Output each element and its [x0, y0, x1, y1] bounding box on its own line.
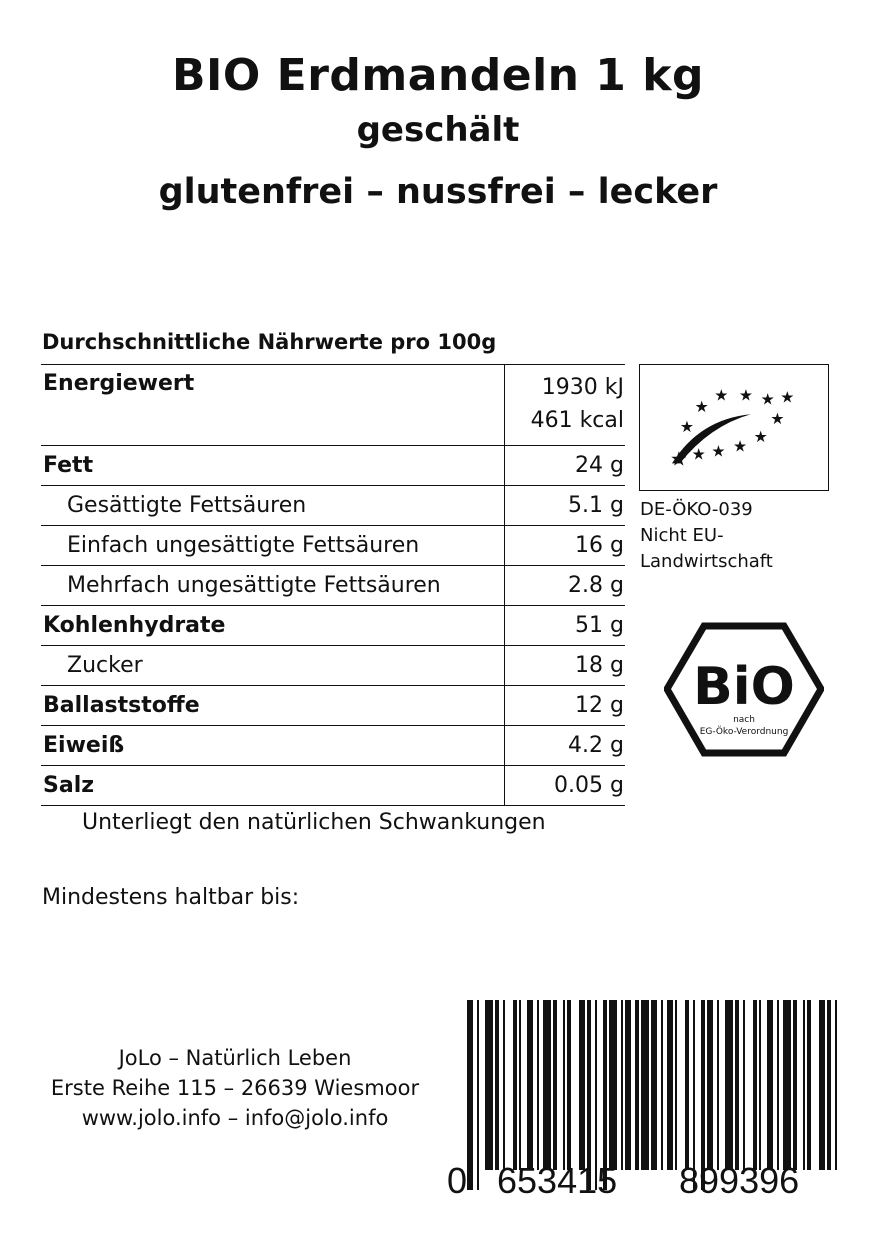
- nutrient-value: 24 g: [575, 453, 624, 478]
- svg-text:★: ★: [780, 387, 795, 407]
- company-name: JoLo – Natürlich Leben: [118, 1046, 352, 1070]
- bio-seal-line-1: nach: [733, 715, 755, 725]
- bio-seal-logo: [664, 622, 824, 757]
- barcode-bar: [563, 1000, 565, 1170]
- origin-line-1: Nicht EU-: [640, 525, 724, 546]
- nutrient-label: Salz: [41, 766, 505, 806]
- barcode-bar: [477, 1000, 479, 1190]
- eu-organic-logo: [639, 364, 829, 491]
- barcode-bar: [567, 1000, 571, 1170]
- svg-text:★: ★: [714, 385, 729, 405]
- barcode-bar: [553, 1000, 557, 1170]
- product-tagline: glutenfrei – nussfrei – lecker: [158, 172, 718, 212]
- energy-kcal: 461 kcal: [530, 408, 624, 433]
- barcode-bar: [777, 1000, 779, 1170]
- barcode-bar: [725, 1000, 733, 1170]
- table-row: [41, 486, 625, 526]
- product-title: BIO Erdmandeln 1 kg: [172, 50, 704, 101]
- nutrient-label: Zucker: [41, 646, 505, 686]
- company-info: [40, 1043, 430, 1133]
- barcode-bar: [667, 1000, 673, 1170]
- nutrient-value: 12 g: [575, 693, 624, 718]
- nutrient-value: 2.8 g: [568, 573, 624, 598]
- eco-code: DE-ÖKO-039: [640, 499, 753, 520]
- barcode-bar: [543, 1000, 551, 1170]
- barcode-bar: [685, 1000, 689, 1170]
- barcode-bar: [735, 1000, 739, 1170]
- barcode-bar: [537, 1000, 539, 1170]
- table-row: [41, 526, 625, 566]
- barcode-bar: [819, 1000, 825, 1170]
- barcode-bar: [485, 1000, 493, 1170]
- barcode-bar: [717, 1000, 719, 1170]
- table-row: [41, 686, 625, 726]
- table-row: [41, 365, 625, 446]
- nutrient-label: Kohlenhydrate: [41, 606, 505, 646]
- barcode-bar: [759, 1000, 761, 1170]
- nutrition-table: [41, 364, 625, 806]
- nutrient-label: Fett: [41, 446, 505, 486]
- nutrient-label: Gesättigte Fettsäuren: [41, 486, 505, 526]
- barcode-bar: [827, 1000, 831, 1170]
- nutrient-value: 51 g: [575, 613, 624, 638]
- nutrient-label: Mehrfach ungesättigte Fettsäuren: [41, 566, 505, 606]
- barcode-bar: [807, 1000, 811, 1170]
- energy-kj: 1930 kJ: [541, 375, 624, 400]
- barcode-digits-right: 899396: [679, 1160, 800, 1201]
- nutrient-label: Ballaststoffe: [41, 686, 505, 726]
- barcode-digits-left: 653415: [497, 1160, 618, 1201]
- barcode-bar: [519, 1000, 521, 1170]
- svg-text:★: ★: [738, 385, 754, 405]
- table-row: [41, 646, 625, 686]
- best-before-label: Mindestens haltbar bis:: [42, 885, 300, 910]
- origin-line-2: Landwirtschaft: [640, 551, 773, 572]
- barcode-bar: [527, 1000, 533, 1170]
- nutrient-value: 16 g: [575, 533, 624, 558]
- barcode-bar: [753, 1000, 757, 1170]
- nutrient-value: 0.05 g: [554, 773, 624, 798]
- nutrient-value: 18 g: [575, 653, 624, 678]
- product-subtitle: geschält: [356, 110, 520, 150]
- barcode-bar: [651, 1000, 657, 1170]
- barcode-bar: [513, 1000, 517, 1170]
- barcode-bar: [609, 1000, 617, 1170]
- barcode-bar: [495, 1000, 499, 1170]
- barcode-bar: [675, 1000, 677, 1170]
- nutrient-label: Einfach ungesättigte Fettsäuren: [41, 526, 505, 566]
- svg-text:★: ★: [679, 416, 694, 436]
- nutrient-label: Energiewert: [41, 365, 505, 446]
- svg-text:★: ★: [733, 436, 748, 456]
- bio-seal-main: BiO: [693, 657, 795, 717]
- nutrient-value: [505, 365, 626, 446]
- nutrition-title: Durchschnittliche Nährwerte pro 100g: [42, 330, 497, 354]
- nutrient-label: Eiweiß: [41, 726, 505, 766]
- certification-text: [640, 497, 773, 575]
- bio-seal-line-2: EG-Öko-Verordnung: [699, 727, 789, 737]
- barcode-bar: [803, 1000, 805, 1170]
- barcode-bar: [503, 1000, 505, 1170]
- barcode-bar: [707, 1000, 713, 1170]
- table-row: [41, 446, 625, 486]
- barcode-digit-first: 0: [447, 1160, 468, 1201]
- table-row: [41, 606, 625, 646]
- table-row: [41, 726, 625, 766]
- svg-text:★: ★: [711, 441, 726, 461]
- svg-text:★: ★: [770, 409, 785, 429]
- barcode-bar: [635, 1000, 639, 1170]
- barcode-bar: [743, 1000, 745, 1170]
- barcode-bar: [793, 1000, 797, 1170]
- barcode-bar: [835, 1000, 837, 1170]
- svg-text:★: ★: [670, 447, 688, 471]
- company-contact: www.jolo.info – info@jolo.info: [81, 1106, 389, 1130]
- svg-text:★: ★: [753, 426, 768, 446]
- barcode-bar: [621, 1000, 623, 1170]
- svg-text:★: ★: [694, 397, 709, 417]
- eu-leaf-stars: [670, 385, 794, 470]
- barcode-bar: [783, 1000, 791, 1170]
- company-address: Erste Reihe 115 – 26639 Wiesmoor: [50, 1076, 420, 1100]
- barcode-bar: [467, 1000, 473, 1190]
- table-row: [41, 766, 625, 806]
- variance-note: Unterliegt den natürlichen Schwankungen: [82, 810, 546, 835]
- nutrient-value: 4.2 g: [568, 733, 624, 758]
- barcode-bar: [579, 1000, 585, 1170]
- nutrient-value: 5.1 g: [568, 493, 624, 518]
- svg-text:★: ★: [760, 389, 775, 409]
- svg-text:★: ★: [691, 444, 706, 464]
- barcode-bar: [767, 1000, 773, 1170]
- barcode-bar: [625, 1000, 631, 1170]
- barcode-bar: [661, 1000, 663, 1170]
- table-row: [41, 566, 625, 606]
- barcode-bar: [641, 1000, 649, 1170]
